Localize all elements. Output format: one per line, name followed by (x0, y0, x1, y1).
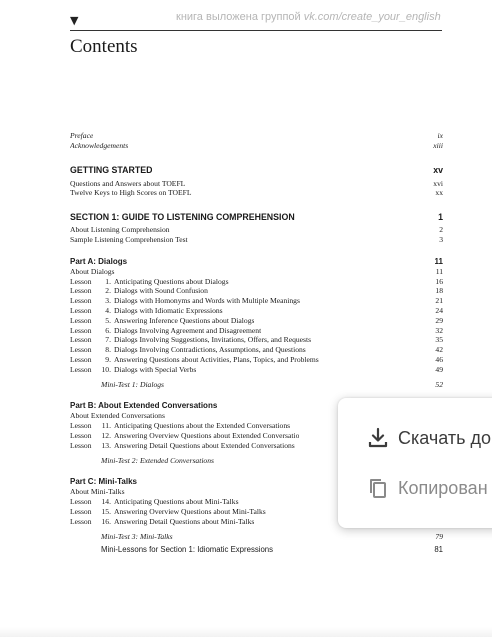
toc-lesson-entry (70, 296, 443, 306)
toc-entry-title (70, 326, 261, 336)
toc-entry-page: 79 (435, 531, 443, 541)
toc-entry-title: Acknowledgements (70, 140, 129, 150)
toc-entry-mini-test-1 (70, 380, 443, 390)
lesson-number: 14. (101, 497, 111, 507)
toc-entry (70, 225, 443, 235)
download-icon (366, 426, 390, 450)
toc-entry-title: Questions and Answers about TOEFL (70, 178, 186, 188)
toc-entry-title: Twelve Keys to High Scores on TOEFL (70, 188, 192, 198)
toc-entry-page: 52 (435, 379, 443, 389)
toc-lesson-entry (70, 326, 443, 336)
toc-entry-page: 3 (439, 234, 443, 244)
toc-entry-title: About Extended Conversations (70, 411, 165, 421)
toc-entry-title (70, 507, 266, 517)
page-title: Contents (70, 36, 138, 57)
lesson-number: 16. (101, 516, 111, 526)
lesson-word: Lesson (70, 286, 92, 296)
download-menu-item[interactable] (338, 418, 492, 458)
lesson-title: Anticipating Questions about the Extended Conversations (114, 421, 291, 431)
toc-entry-page: 24 (435, 305, 443, 315)
lesson-word: Lesson (70, 516, 92, 526)
toc-entry-page: xiii (433, 140, 443, 150)
toc-lesson-entry (70, 345, 443, 355)
lesson-title: Dialogs with Homonyms and Words with Multiple Meanings (114, 296, 300, 306)
lesson-title: Answering Overview Questions about Mini-Talks (114, 506, 266, 516)
toc-heading-title: Part B: About Extended Conversations (70, 401, 218, 411)
toc-entry-page: 46 (435, 354, 443, 364)
copy-menu-item[interactable] (338, 468, 492, 508)
lesson-number: 1. (105, 276, 111, 286)
lesson-word: Lesson (70, 364, 92, 374)
toc-entry-page: 16 (435, 276, 443, 286)
lesson-number: 3. (105, 296, 111, 306)
toc-lesson-entry (70, 355, 443, 365)
toc-lesson-entry (70, 306, 443, 316)
toc-entry-page: 35 (435, 335, 443, 345)
toc-entry-page: 81 (434, 545, 443, 555)
lesson-title: Dialogs with Idiomatic Expressions (114, 305, 223, 315)
toc-entry-title (70, 431, 299, 441)
toc-entry-page: 42 (435, 345, 443, 355)
toc-heading-title: SECTION 1: GUIDE TO LISTENING COMPREHENSION (70, 212, 295, 223)
toc-entry-preface (70, 131, 443, 141)
toc-entry (70, 235, 443, 245)
download-label: Скачать до (398, 427, 492, 448)
lesson-word: Lesson (70, 421, 92, 431)
toc-heading-page: 11 (434, 256, 443, 266)
lesson-word: Lesson (70, 315, 92, 325)
toc-entry-title (70, 335, 311, 345)
lesson-title: Answering Questions about Activities, Plans, Topics, and Problems (114, 354, 319, 364)
top-rule (70, 30, 442, 31)
lesson-title: Answering Detail Questions about Mini-Talks (114, 516, 255, 526)
lesson-number: 15. (101, 506, 111, 516)
lesson-title: Anticipating Questions about Mini-Talks (114, 497, 239, 507)
toc-entry-title: About Dialogs (70, 266, 115, 276)
lesson-number: 10. (101, 364, 111, 374)
watermark-link: vk.com/create_your_english (303, 11, 441, 23)
toc-heading-title: Part A: Dialogs (70, 256, 128, 266)
toc-entry-page: ix (437, 131, 443, 140)
toc-entry-title (70, 421, 290, 431)
lesson-number: 12. (101, 430, 111, 440)
lesson-title: Answering Overview Questions about Extended Conversatio (114, 430, 300, 440)
lesson-title: Dialogs Involving Suggestions, Invitations, Offers, and Requests (114, 335, 312, 345)
toc-heading-page: 1 (438, 212, 443, 223)
lesson-word: Lesson (70, 506, 92, 516)
toc-entry-page: xvi (433, 178, 443, 188)
toc-entry (70, 188, 443, 198)
toc-entry-title: Mini-Test 2: Extended Conversations (101, 455, 214, 465)
toc-entry-page: 11 (435, 266, 443, 276)
copy-icon (366, 476, 390, 500)
triangle-down-icon: ▼ (70, 14, 79, 27)
lesson-word: Lesson (70, 305, 92, 315)
toc-lesson-entry (70, 277, 443, 287)
toc-entry-page: 21 (435, 296, 443, 306)
toc-entry-title (70, 277, 229, 287)
toc-entry-title (70, 517, 254, 527)
toc-entry-title: About Mini-Talks (70, 487, 125, 497)
lesson-word: Lesson (70, 497, 92, 507)
part-a-lesson-list (70, 277, 443, 375)
lesson-word: Lesson (70, 354, 92, 364)
lesson-word: Lesson (70, 296, 92, 306)
toc-heading-title: Part C: Mini-Talks (70, 477, 137, 487)
toc-heading-section-1 (70, 212, 443, 223)
lesson-title: Dialogs Involving Agreement and Disagreement (114, 325, 262, 335)
toc-entry (70, 179, 443, 189)
lesson-title: Dialogs Involving Contradictions, Assumptions, and Questions (114, 345, 306, 355)
lesson-number: 7. (105, 335, 111, 345)
toc-heading-getting-started (70, 165, 443, 176)
toc-entry-title: Mini-Test 1: Dialogs (101, 379, 165, 389)
lesson-number: 8. (105, 345, 111, 355)
lesson-title: Anticipating Questions about Dialogs (114, 276, 229, 286)
toc-entry-title (70, 441, 295, 451)
lesson-word: Lesson (70, 345, 92, 355)
lesson-word: Lesson (70, 430, 92, 440)
watermark-text (176, 11, 456, 23)
lesson-number: 13. (101, 440, 111, 450)
page-bottom-edge (0, 627, 492, 637)
lesson-number: 4. (105, 305, 111, 315)
toc-entry-page: 29 (435, 315, 443, 325)
lesson-number: 5. (105, 315, 111, 325)
lesson-title: Dialogs with Sound Confusion (114, 286, 208, 296)
toc-entry-title (70, 365, 196, 375)
lesson-word: Lesson (70, 440, 92, 450)
lesson-title: Answering Detail Questions about Extended Conversations (114, 440, 295, 450)
lesson-number: 9. (105, 354, 111, 364)
toc-entry-title (70, 316, 254, 326)
toc-entry-page: 2 (439, 225, 443, 235)
lesson-number: 2. (105, 286, 111, 296)
lesson-title: Answering Inference Questions about Dialogs (114, 315, 255, 325)
lesson-word: Lesson (70, 325, 92, 335)
toc-entry-title (70, 296, 300, 306)
toc-heading-page: xv (433, 164, 443, 175)
toc-entry-acknowledgements (70, 141, 443, 151)
toc-entry-title: Sample Listening Comprehension Test (70, 234, 188, 244)
toc-entry-page: 18 (435, 286, 443, 296)
toc-heading-part-a (70, 257, 443, 267)
lesson-number: 6. (105, 325, 111, 335)
toc-lesson-entry (70, 316, 443, 326)
context-menu (338, 398, 492, 528)
lesson-word: Lesson (70, 335, 92, 345)
toc-lesson-entry (70, 286, 443, 296)
toc-entry-title (70, 355, 319, 365)
lesson-title: Dialogs with Special Verbs (114, 364, 197, 374)
toc-entry (70, 267, 443, 277)
toc-lesson-entry (70, 335, 443, 345)
toc-lesson-entry (70, 365, 443, 375)
toc-entry-title: About Listening Comprehension (70, 225, 170, 235)
toc-entry-mini-test-3 (70, 532, 443, 542)
toc-entry-title: Mini-Lessons for Section 1: Idiomatic Expressions (101, 545, 274, 555)
toc-entry-title (70, 345, 306, 355)
lesson-word: Lesson (70, 276, 92, 286)
toc-entry-title (70, 497, 239, 507)
toc-entry-title (70, 306, 223, 316)
toc-entry-title: Mini-Test 3: Mini-Talks (101, 531, 173, 541)
toc-entry-page: xx (435, 188, 443, 198)
copy-label: Копирован (398, 477, 488, 498)
toc-heading-title: GETTING STARTED (70, 164, 153, 175)
toc-entry-page: 49 (435, 364, 443, 374)
toc-entry-title (70, 286, 208, 296)
lesson-number: 11. (101, 421, 111, 431)
toc-entry-page: 32 (435, 325, 443, 335)
watermark-prefix: книга выложена группой (176, 11, 304, 23)
toc-entry-mini-lessons (70, 545, 443, 555)
toc-entry-title: Preface (70, 131, 94, 140)
